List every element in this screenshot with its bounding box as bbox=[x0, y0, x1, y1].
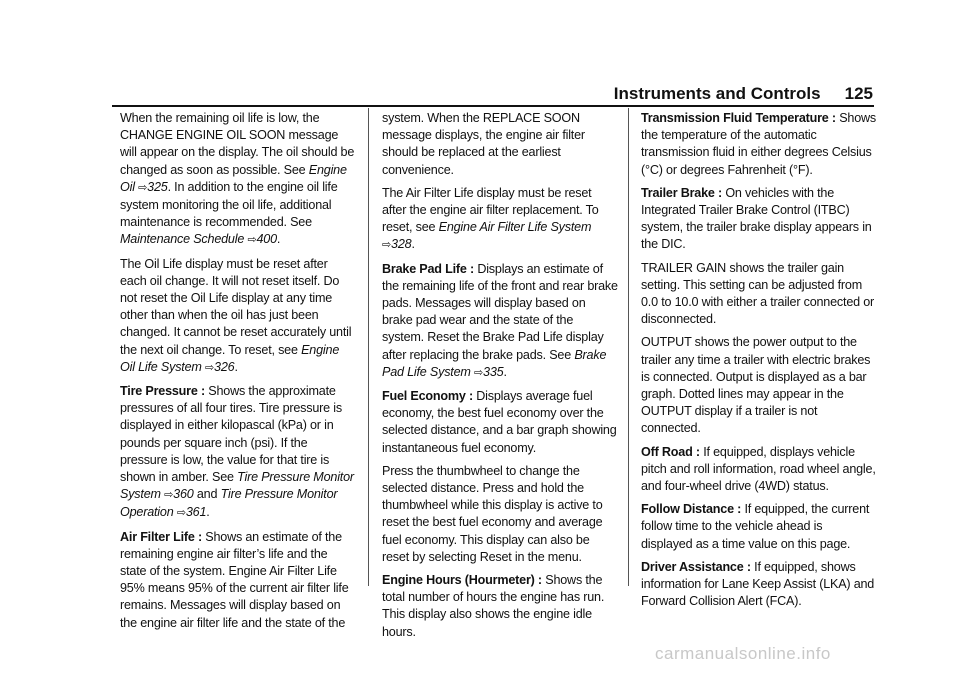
term-label: Off Road : bbox=[641, 444, 700, 459]
term-label: Tire Pressure : bbox=[120, 384, 205, 399]
header-rule bbox=[112, 105, 874, 107]
paragraph: TRAILER GAIN shows the trailer gain setting. This setting can be adjusted from 0.0 to 10.0 with either a trailer connected or disconnected. bbox=[641, 260, 875, 327]
paragraph: Air Filter Life : Shows an estimate of the remaining engine air filter’s life and the state of the system. Engine Air Filter Life 95% means 95% of the current air filter life remains. Messages will display based on the engine air filter life and the state of the bbox=[120, 529, 349, 630]
page-reference-icon: ⇨ bbox=[474, 366, 484, 379]
column-1 bbox=[120, 110, 356, 638]
paragraph: Trailer Brake : On vehicles with the Integrated Trailer Brake Control (ITBC) system, the trailer brake display appears in the DIC. bbox=[641, 185, 872, 252]
cross-reference-link[interactable]: Engine Air Filter Life System bbox=[438, 220, 592, 235]
paragraph: Press the thumbwheel to change the selected distance. Press and hold the thumbwheel while this display is active to reset the best fuel economy and average fuel economy. This display can also be reset by selecting Reset in the menu. bbox=[382, 463, 603, 564]
page-link[interactable]: 326 bbox=[214, 359, 235, 374]
paragraph: Follow Distance : If equipped, the current follow time to the vehicle ahead is displayed as a time value on this page. bbox=[641, 502, 870, 551]
page-number: 125 bbox=[844, 84, 873, 103]
term-label: Trailer Brake : bbox=[641, 185, 723, 200]
paragraph: OUTPUT shows the power output to the trailer any time a trailer with electric brakes is connected. Output is displayed as a bar graph. Dotted lines may appear in the OUTPUT display if a trailer is not connected. bbox=[641, 335, 871, 436]
paragraph: Driver Assistance : If equipped, shows information for Lane Keep Assist (LKA) and Forward Collision Alert (FCA). bbox=[641, 559, 875, 609]
term-label: Follow Distance : bbox=[641, 502, 742, 517]
column-divider bbox=[368, 108, 369, 586]
column-3 bbox=[641, 110, 877, 616]
term-label: Brake Pad Life : bbox=[382, 261, 474, 276]
watermark: carmanualsonline.info bbox=[655, 644, 831, 663]
paragraph: Off Road : If equipped, displays vehicle pitch and roll information, road wheel angle, and four-wheel drive (4WD) status. bbox=[641, 444, 876, 494]
page-reference-icon: ⇨ bbox=[382, 239, 392, 252]
term-label: Engine Hours (Hourmeter) : bbox=[382, 573, 542, 588]
paragraph: system. When the REPLACE SOON message displays, the engine air filter should be replaced at the earliest convenience. bbox=[382, 111, 585, 177]
cross-reference-link[interactable]: Tire Pressure Monitor Operation bbox=[120, 487, 338, 520]
page-link[interactable]: 325 bbox=[147, 179, 168, 194]
term-label: Fuel Economy : bbox=[382, 389, 473, 404]
paragraph: Tire Pressure : Shows the approximate pressures of all four tires. Tire pressure is displayed in either kilopascal (kPa) or in pounds per square inch (psi). If the pressure is low, the value for that tire is shown in amber. See Tire Pressure Monitor System ⇨360 and Tire Pressure Monitor Operation ⇨361. bbox=[120, 384, 354, 520]
term-label: Air Filter Life : bbox=[120, 529, 202, 544]
page-reference-icon: ⇨ bbox=[205, 361, 215, 374]
page-header bbox=[614, 84, 873, 104]
column-divider bbox=[628, 108, 629, 586]
page-link[interactable]: 360 bbox=[173, 487, 194, 502]
page-link[interactable]: 361 bbox=[185, 505, 207, 520]
paragraph: Fuel Economy : Displays average fuel economy, the best fuel economy over the selected distance, and a bar graph showing instantaneous fuel economy. bbox=[382, 389, 617, 455]
cross-reference-link[interactable]: Maintenance Schedule bbox=[120, 232, 245, 247]
term-label: Driver Assistance : bbox=[641, 559, 751, 574]
paragraph: The Oil Life display must be reset after each oil change. It will not reset itself. Do not reset the Oil Life display at any time other than when the oil has just been changed. It cannot be reset accurately until the next oil change. To reset, see Engine Oil Life System ⇨326. bbox=[120, 256, 352, 374]
paragraph: Brake Pad Life : Displays an estimate of the remaining life of the front and rear brake pads. Messages will display based on brake pad wear and the state of the system. Reset the Brake Pad Life display after replacing the brake pads. See Brake Pad Life System ⇨335. bbox=[382, 261, 618, 379]
page-reference-icon: ⇨ bbox=[176, 507, 186, 520]
cross-reference-link[interactable]: Engine Oil bbox=[120, 162, 347, 194]
column-2 bbox=[382, 110, 618, 647]
paragraph: Transmission Fluid Temperature : Shows the temperature of the automatic transmission fluid in either degrees Celsius (°C) or degrees Fahrenheit (°F). bbox=[641, 111, 877, 177]
page-link[interactable]: 335 bbox=[483, 364, 504, 379]
cross-reference-link[interactable]: Engine Oil Life System bbox=[120, 342, 340, 374]
page-reference-icon: ⇨ bbox=[138, 181, 148, 194]
page-reference-icon: ⇨ bbox=[247, 234, 257, 247]
page-link[interactable]: 400 bbox=[256, 232, 277, 247]
cross-reference-link[interactable]: Brake Pad Life System bbox=[382, 347, 607, 379]
page-reference-icon: ⇨ bbox=[164, 489, 174, 502]
page-link[interactable]: 328 bbox=[391, 237, 412, 252]
paragraph: When the remaining oil life is low, the CHANGE ENGINE OIL SOON message will appear on the display. The oil should be changed as soon as possible. See Engine Oil ⇨325. In addition to the engine oil life system monitoring the oil life, additional maintenance is recommended. See Maintenance Schedule ⇨400. bbox=[120, 111, 355, 247]
paragraph: Engine Hours (Hourmeter) : Shows the total number of hours the engine has run. This display also shows the engine idle hours. bbox=[382, 573, 605, 639]
section-title: Instruments and Controls bbox=[613, 84, 821, 103]
paragraph: The Air Filter Life display must be reset after the engine air filter replacement. To reset, see Engine Air Filter Life System ⇨328. bbox=[382, 185, 599, 252]
cross-reference-link[interactable]: Tire Pressure Monitor System bbox=[120, 470, 354, 502]
term-label: Transmission Fluid Temperature : bbox=[641, 111, 836, 125]
